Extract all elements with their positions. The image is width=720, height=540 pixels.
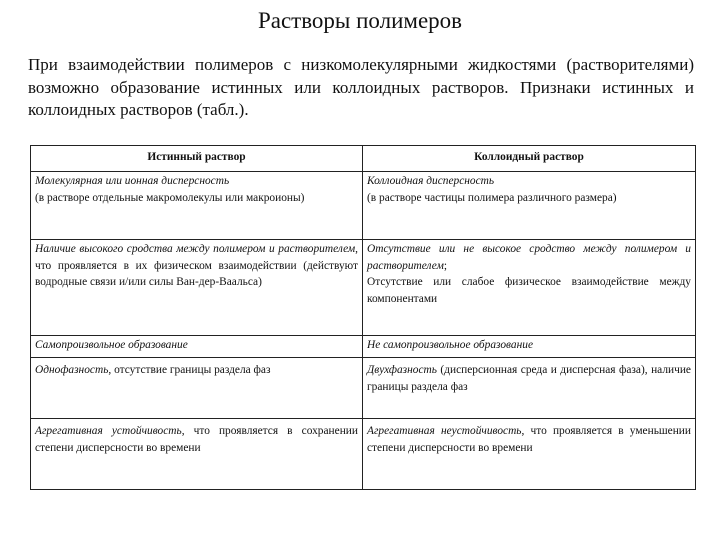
comparison-table — [30, 145, 696, 490]
table-row — [31, 419, 696, 490]
header-colloid-solution: Коллоидный раствор — [363, 146, 696, 172]
table-row — [31, 358, 696, 419]
cell-colloid-dispersity: Коллоидная дисперсность (в растворе частицы полимера различного размера) — [363, 172, 696, 240]
cell-true-phase: Однофазность, отсутствие границы раздела фаз — [31, 358, 363, 419]
table-header-row — [31, 146, 696, 172]
header-true-solution: Истинный раствор — [31, 146, 363, 172]
cell-colloid-stability: Агрегативная неустойчивость, что проявляется в уменьшении степени дисперсности во времени — [363, 419, 696, 490]
table-row — [31, 172, 696, 240]
table-row — [31, 240, 696, 336]
cell-true-dispersity: Молекулярная или ионная дисперсность (в растворе отдельные макромолекулы или макроионы) — [31, 172, 363, 240]
cell-true-stability: Агрегативная устойчивость, что проявляется в сохранении степени дисперсности во времени — [31, 419, 363, 490]
page-title: Растворы полимеров — [257, 8, 463, 33]
cell-colloid-affinity: Отсутствие или не высокое сродство между полимером и растворителем; Отсутствие или слабое физическое взаимодействие между компонентами — [363, 240, 696, 336]
cell-true-formation: Самопроизвольное образование — [31, 336, 363, 358]
cell-true-affinity: Наличие высокого сродства между полимером и растворителем, что проявляется в их физическом взаимодействии (действуют водродные связи и/или силы Ван-дер-Ваальса) — [31, 240, 363, 336]
cell-colloid-formation: Не самопроизвольное образование — [363, 336, 696, 358]
table-row — [31, 336, 696, 358]
intro-paragraph: При взаимодействии полимеров с низкомолекулярными жидкостями (растворителями) возможно образование истинных или коллоидных растворов. Признаки истинных и коллоидных растворов (табл.). — [28, 55, 694, 119]
cell-colloid-phase: Двухфазность (дисперсионная среда и дисперсная фаза), наличие границы раздела фаз — [363, 358, 696, 419]
